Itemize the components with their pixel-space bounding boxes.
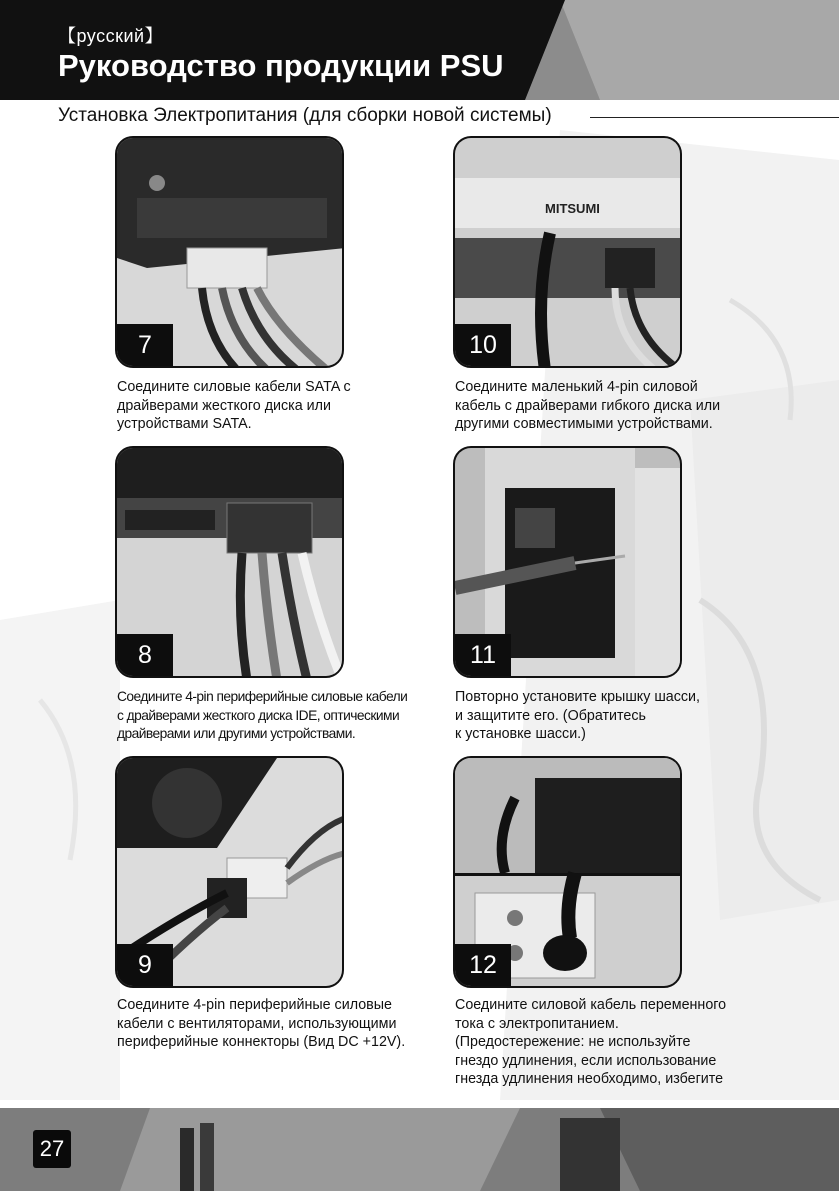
step-11-caption: Повторно установите крышку шасси, и защитите его. (Обратитесь к установке шасси.): [455, 689, 700, 742]
step-10-photo: [453, 136, 682, 368]
step-7-photo: [115, 136, 344, 368]
section-divider: [590, 117, 839, 118]
step-10-caption: Соедините маленький 4-pin силовой кабель с драйверами гибкого диска или другими совместимыми устройствами.: [455, 379, 721, 432]
step-8-caption: Соедините 4-pin периферийные силовые кабели с драйверами жесткого диска IDE, оптическими драйверами или другими устройствами.: [117, 689, 408, 741]
language-label: 【русский】: [58, 26, 164, 46]
step-number: 7: [117, 324, 173, 366]
step-12-photo: [453, 756, 682, 988]
step-8-photo: [115, 446, 344, 678]
page-number: 27: [33, 1130, 71, 1168]
page-title: Руководство продукции PSU: [58, 48, 504, 83]
step-number: 12: [455, 944, 511, 986]
step-11-photo: [453, 446, 682, 678]
page-header: [0, 0, 839, 100]
step-12-caption: Соедините силовой кабель переменного тока с электропитанием. (Предостережение: не используйте гнездо удлинения, если использование гнезда удлинения необходимо, избегите: [455, 997, 727, 1087]
step-7-caption: Соедините силовые кабели SATA с драйверами жесткого диска или устройствами SATA.: [117, 379, 351, 432]
step-number: 11: [455, 634, 511, 676]
section-title: Установка Электропитания (для сборки новой системы): [58, 105, 552, 126]
drive-brand-label: MITSUMI: [545, 201, 600, 216]
step-number: 10: [455, 324, 511, 366]
page-footer: [0, 1108, 839, 1191]
step-9-caption: Соедините 4-pin периферийные силовые кабели с вентиляторами, использующими периферийные коннекторы (Вид DC +12V).: [117, 997, 406, 1050]
step-number: 8: [117, 634, 173, 676]
step-number: 9: [117, 944, 173, 986]
step-9-photo: [115, 756, 344, 988]
